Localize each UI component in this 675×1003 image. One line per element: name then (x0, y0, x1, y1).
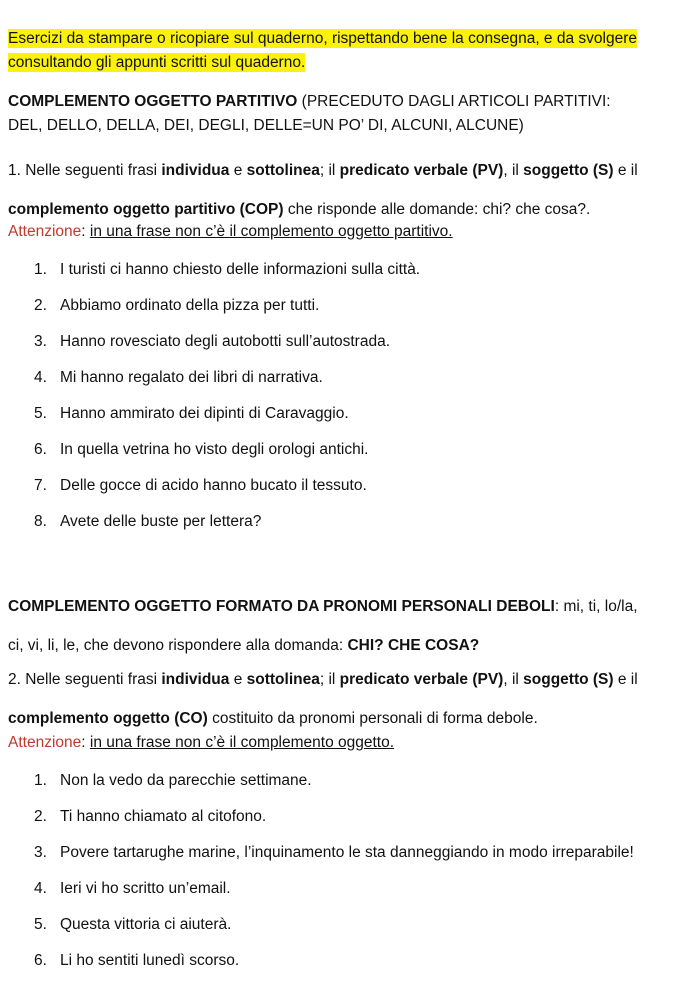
instr-bold: sottolinea (246, 162, 320, 179)
item-text: In quella vetrina ho visto degli orologi antichi. (60, 441, 369, 458)
item-number: 6. (34, 441, 47, 458)
section2-title-bold: COMPLEMENTO OGGETTO FORMATO DA PRONOMI PERSONALI DEBOLI (8, 598, 555, 615)
item-number: 2. (34, 808, 47, 825)
instr-bold: complemento oggetto (CO) (8, 710, 208, 727)
attention-sep: : (81, 734, 90, 751)
list-item (34, 297, 319, 315)
item-text: Avete delle buste per lettera? (60, 513, 262, 530)
instr-bold: soggetto (S) (523, 162, 614, 179)
instr-text: che risponde alle domande: chi? che cosa?. (283, 201, 591, 218)
item-text: Questa vittoria ci aiuterà. (60, 916, 232, 933)
item-text: Hanno ammirato dei dipinti di Caravaggio. (60, 405, 349, 422)
list-item (34, 261, 420, 279)
section1-title-line2: DEL, DELLO, DELLA, DEI, DEGLI, DELLE=UN PO’ DI, ALCUNI, ALCUNE) (8, 117, 524, 134)
item-number: 2. (34, 297, 47, 314)
intro-line-1: Esercizi da stampare o ricopiare sul quaderno, rispettando bene la consegna, e da svolgere (8, 30, 637, 47)
item-number: 4. (34, 880, 47, 897)
instr-text: 1. Nelle seguenti frasi (8, 162, 162, 179)
item-number: 1. (34, 261, 47, 278)
item-text: Abbiamo ordinato della pizza per tutti. (60, 297, 320, 314)
section1-title-bold: COMPLEMENTO OGGETTO PARTITIVO (8, 93, 298, 110)
list-item (34, 844, 634, 862)
section2-title (8, 587, 670, 665)
instr-text: , il (503, 671, 524, 688)
section1-attention (8, 223, 453, 241)
list-item (34, 952, 239, 970)
instr-bold: predicato verbale (PV) (339, 671, 504, 688)
attention-label: Attenzione (8, 734, 82, 751)
section1-instructions (8, 151, 670, 229)
attention-text: in una frase non c’è il complemento oggetto partitivo. (89, 223, 453, 240)
instr-text: , il (503, 162, 524, 179)
section1-title-rest: (PRECEDUTO DAGLI ARTICOLI PARTITIVI: (297, 93, 611, 110)
section2-title-line2: ci, vi, li, le, che devono rispondere alla domanda: (8, 637, 348, 654)
item-number: 1. (34, 772, 47, 789)
instr-bold: individua (161, 162, 230, 179)
item-text: Mi hanno regalato dei libri di narrativa. (60, 369, 323, 386)
section2-attention (8, 734, 394, 752)
instr-text: ; il (319, 162, 340, 179)
attention-text: in una frase non c’è il complemento oggetto. (89, 734, 395, 751)
list-item (34, 880, 231, 898)
list-item (34, 405, 349, 423)
attention-sep: : (81, 223, 90, 240)
item-number: 5. (34, 405, 47, 422)
intro-line-2: consultando gli appunti scritti sul quaderno. (8, 54, 306, 71)
item-text: Non la vedo da parecchie settimane. (60, 772, 312, 789)
section2-title-line2-bold: CHI? CHE COSA? (347, 637, 480, 654)
instr-text: costituito da pronomi personali di forma debole. (207, 710, 538, 727)
instr-text: ; il (319, 671, 340, 688)
list-item (34, 772, 312, 790)
list-item (34, 333, 390, 351)
list-item (34, 369, 323, 387)
list-item (34, 477, 367, 495)
instr-bold: complemento oggetto partitivo (COP) (8, 201, 284, 218)
item-text: Povere tartarughe marine, l’inquinamento le sta danneggiando in modo irreparabile! (60, 844, 634, 861)
instr-text: e (229, 162, 247, 179)
section2-instructions (8, 660, 670, 738)
item-text: Hanno rovesciato degli autobotti sull’autostrada. (60, 333, 391, 350)
list-item (34, 916, 231, 934)
section2-title-rest: : mi, ti, lo/la, (554, 598, 638, 615)
instr-text: 2. Nelle seguenti frasi (8, 671, 162, 688)
item-text: Ti hanno chiamato al citofono. (60, 808, 267, 825)
instr-bold: soggetto (S) (523, 671, 614, 688)
list-item (34, 808, 266, 826)
item-number: 7. (34, 477, 47, 494)
instr-bold: predicato verbale (PV) (339, 162, 504, 179)
instr-text: e il (613, 671, 638, 688)
item-number: 5. (34, 916, 47, 933)
item-number: 4. (34, 369, 47, 386)
item-number: 3. (34, 844, 47, 861)
item-number: 6. (34, 952, 47, 969)
instr-bold: sottolinea (246, 671, 320, 688)
instr-bold: individua (161, 671, 230, 688)
item-text: Delle gocce di acido hanno bucato il tessuto. (60, 477, 367, 494)
list-item (34, 441, 368, 459)
attention-label: Attenzione (8, 223, 82, 240)
item-number: 3. (34, 333, 47, 350)
instr-text: e il (613, 162, 638, 179)
section1-title (8, 90, 668, 138)
intro-instructions (8, 27, 668, 75)
instr-text: e (229, 671, 247, 688)
list-item (34, 513, 261, 531)
item-text: I turisti ci hanno chiesto delle informazioni sulla città. (60, 261, 421, 278)
item-text: Li ho sentiti lunedì scorso. (60, 952, 240, 969)
item-text: Ieri vi ho scritto un’email. (60, 880, 231, 897)
item-number: 8. (34, 513, 47, 530)
